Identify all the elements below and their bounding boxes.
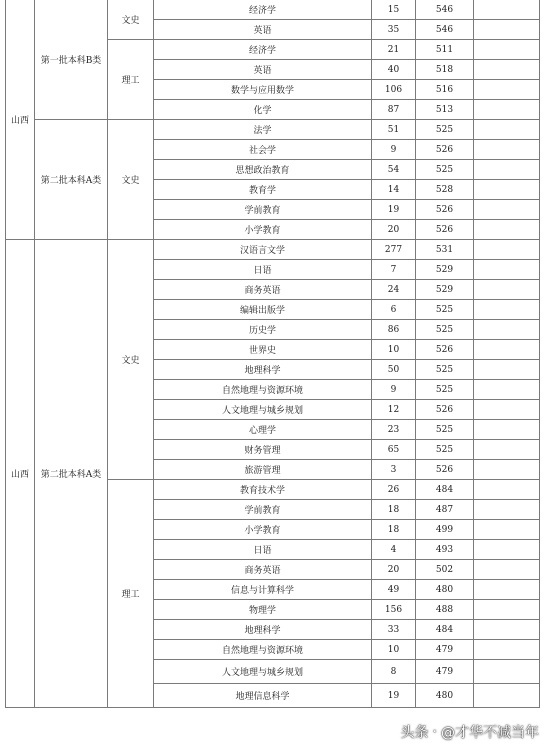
major-cell: 学前教育 [154, 500, 372, 520]
empty-cell [474, 200, 540, 220]
enrollment-count-cell: 54 [372, 160, 416, 180]
enrollment-count-cell: 87 [372, 100, 416, 120]
major-cell: 数学与应用数学 [154, 80, 372, 100]
empty-cell [474, 460, 540, 480]
min-score-cell: 511 [416, 40, 474, 60]
min-score-cell: 528 [416, 180, 474, 200]
min-score-cell: 525 [416, 360, 474, 380]
enrollment-count-cell: 106 [372, 80, 416, 100]
enrollment-count-cell: 40 [372, 60, 416, 80]
min-score-cell: 526 [416, 400, 474, 420]
empty-cell [474, 420, 540, 440]
major-cell: 自然地理与资源环境 [154, 640, 372, 660]
empty-cell [474, 660, 540, 684]
enrollment-count-cell: 10 [372, 340, 416, 360]
min-score-cell: 525 [416, 420, 474, 440]
empty-cell [474, 320, 540, 340]
enrollment-count-cell: 20 [372, 560, 416, 580]
category-cell: 文史 [108, 120, 154, 240]
empty-cell [474, 60, 540, 80]
major-cell: 经济学 [154, 40, 372, 60]
enrollment-count-cell: 10 [372, 640, 416, 660]
empty-cell [474, 580, 540, 600]
major-cell: 编辑出版学 [154, 300, 372, 320]
enrollment-count-cell: 65 [372, 440, 416, 460]
min-score-cell: 526 [416, 340, 474, 360]
major-cell: 人文地理与城乡规划 [154, 660, 372, 684]
min-score-cell: 518 [416, 60, 474, 80]
min-score-cell: 480 [416, 684, 474, 708]
min-score-cell: 525 [416, 120, 474, 140]
empty-cell [474, 400, 540, 420]
empty-cell [474, 540, 540, 560]
major-cell: 心理学 [154, 420, 372, 440]
major-cell: 日语 [154, 260, 372, 280]
major-cell: 物理学 [154, 600, 372, 620]
watermark-author: @才华不减当年 [441, 725, 539, 741]
empty-cell [474, 100, 540, 120]
enrollment-count-cell: 23 [372, 420, 416, 440]
major-cell: 经济学 [154, 0, 372, 20]
major-cell: 地理科学 [154, 620, 372, 640]
watermark [401, 722, 539, 742]
table-row [6, 120, 540, 140]
enrollment-count-cell: 3 [372, 460, 416, 480]
enrollment-count-cell: 14 [372, 180, 416, 200]
min-score-cell: 480 [416, 580, 474, 600]
major-cell: 教育技术学 [154, 480, 372, 500]
empty-cell [474, 20, 540, 40]
empty-cell [474, 684, 540, 708]
empty-cell [474, 280, 540, 300]
enrollment-count-cell: 20 [372, 220, 416, 240]
major-cell: 地理科学 [154, 360, 372, 380]
category-cell: 文史 [108, 240, 154, 480]
empty-cell [474, 360, 540, 380]
empty-cell [474, 500, 540, 520]
enrollment-count-cell: 15 [372, 0, 416, 20]
min-score-cell: 479 [416, 660, 474, 684]
major-cell: 地理信息科学 [154, 684, 372, 708]
province-cell: 山西 [6, 240, 35, 708]
empty-cell [474, 180, 540, 200]
enrollment-count-cell: 26 [372, 480, 416, 500]
empty-cell [474, 620, 540, 640]
empty-cell [474, 520, 540, 540]
min-score-cell: 499 [416, 520, 474, 540]
empty-cell [474, 0, 540, 20]
enrollment-count-cell: 4 [372, 540, 416, 560]
major-cell: 教育学 [154, 180, 372, 200]
enrollment-count-cell: 6 [372, 300, 416, 320]
empty-cell [474, 640, 540, 660]
min-score-cell: 529 [416, 280, 474, 300]
empty-cell [474, 140, 540, 160]
empty-cell [474, 560, 540, 580]
min-score-cell: 525 [416, 380, 474, 400]
major-cell: 商务英语 [154, 280, 372, 300]
min-score-cell: 484 [416, 480, 474, 500]
major-cell: 世界史 [154, 340, 372, 360]
major-cell: 化学 [154, 100, 372, 120]
category-cell: 理工 [108, 40, 154, 120]
empty-cell [474, 380, 540, 400]
min-score-cell: 502 [416, 560, 474, 580]
min-score-cell: 516 [416, 80, 474, 100]
watermark-platform: 头条 [400, 725, 429, 741]
empty-cell [474, 440, 540, 460]
major-cell: 历史学 [154, 320, 372, 340]
major-cell: 人文地理与城乡规划 [154, 400, 372, 420]
enrollment-count-cell: 18 [372, 500, 416, 520]
enrollment-count-cell: 12 [372, 400, 416, 420]
major-cell: 社会学 [154, 140, 372, 160]
empty-cell [474, 260, 540, 280]
min-score-cell: 525 [416, 440, 474, 460]
empty-cell [474, 160, 540, 180]
empty-cell [474, 40, 540, 60]
enrollment-count-cell: 35 [372, 20, 416, 40]
category-cell: 理工 [108, 480, 154, 708]
enrollment-count-cell: 24 [372, 280, 416, 300]
enrollment-count-cell: 156 [372, 600, 416, 620]
min-score-cell: 531 [416, 240, 474, 260]
watermark-separator: · [432, 724, 437, 740]
major-cell: 商务英语 [154, 560, 372, 580]
major-cell: 汉语言文学 [154, 240, 372, 260]
min-score-cell: 525 [416, 320, 474, 340]
enrollment-count-cell: 19 [372, 200, 416, 220]
enrollment-count-cell: 8 [372, 660, 416, 684]
min-score-cell: 513 [416, 100, 474, 120]
empty-cell [474, 80, 540, 100]
enrollment-count-cell: 9 [372, 380, 416, 400]
min-score-cell: 526 [416, 200, 474, 220]
min-score-cell: 529 [416, 260, 474, 280]
major-cell: 财务管理 [154, 440, 372, 460]
empty-cell [474, 240, 540, 260]
major-cell: 英语 [154, 60, 372, 80]
empty-cell [474, 120, 540, 140]
major-cell: 自然地理与资源环境 [154, 380, 372, 400]
major-cell: 法学 [154, 120, 372, 140]
major-cell: 信息与计算科学 [154, 580, 372, 600]
major-cell: 学前教育 [154, 200, 372, 220]
min-score-cell: 526 [416, 220, 474, 240]
enrollment-count-cell: 7 [372, 260, 416, 280]
enrollment-count-cell: 33 [372, 620, 416, 640]
min-score-cell: 484 [416, 620, 474, 640]
category-cell: 文史 [108, 0, 154, 40]
enrollment-count-cell: 18 [372, 520, 416, 540]
min-score-cell: 487 [416, 500, 474, 520]
empty-cell [474, 480, 540, 500]
major-cell: 英语 [154, 20, 372, 40]
enrollment-count-cell: 19 [372, 684, 416, 708]
major-cell: 日语 [154, 540, 372, 560]
min-score-cell: 526 [416, 140, 474, 160]
province-cell: 山西 [6, 0, 35, 240]
enrollment-count-cell: 51 [372, 120, 416, 140]
min-score-cell: 525 [416, 160, 474, 180]
enrollment-count-cell: 21 [372, 40, 416, 60]
min-score-cell: 525 [416, 300, 474, 320]
major-cell: 思想政治教育 [154, 160, 372, 180]
table-row [6, 240, 540, 260]
batch-cell: 第二批本科A类 [35, 240, 108, 708]
min-score-cell: 546 [416, 0, 474, 20]
table-row [6, 0, 540, 20]
major-cell: 旅游管理 [154, 460, 372, 480]
major-cell: 小学教育 [154, 220, 372, 240]
batch-cell: 第二批本科A类 [35, 120, 108, 240]
min-score-cell: 493 [416, 540, 474, 560]
enrollment-count-cell: 277 [372, 240, 416, 260]
min-score-cell: 479 [416, 640, 474, 660]
enrollment-count-cell: 50 [372, 360, 416, 380]
min-score-cell: 526 [416, 460, 474, 480]
min-score-cell: 546 [416, 20, 474, 40]
major-cell: 小学教育 [154, 520, 372, 540]
min-score-cell: 488 [416, 600, 474, 620]
empty-cell [474, 340, 540, 360]
enrollment-count-cell: 86 [372, 320, 416, 340]
empty-cell [474, 220, 540, 240]
batch-cell: 第一批本科B类 [35, 0, 108, 120]
enrollment-count-cell: 49 [372, 580, 416, 600]
admission-score-table [5, 0, 540, 708]
enrollment-count-cell: 9 [372, 140, 416, 160]
table-body [6, 0, 540, 708]
empty-cell [474, 600, 540, 620]
empty-cell [474, 300, 540, 320]
